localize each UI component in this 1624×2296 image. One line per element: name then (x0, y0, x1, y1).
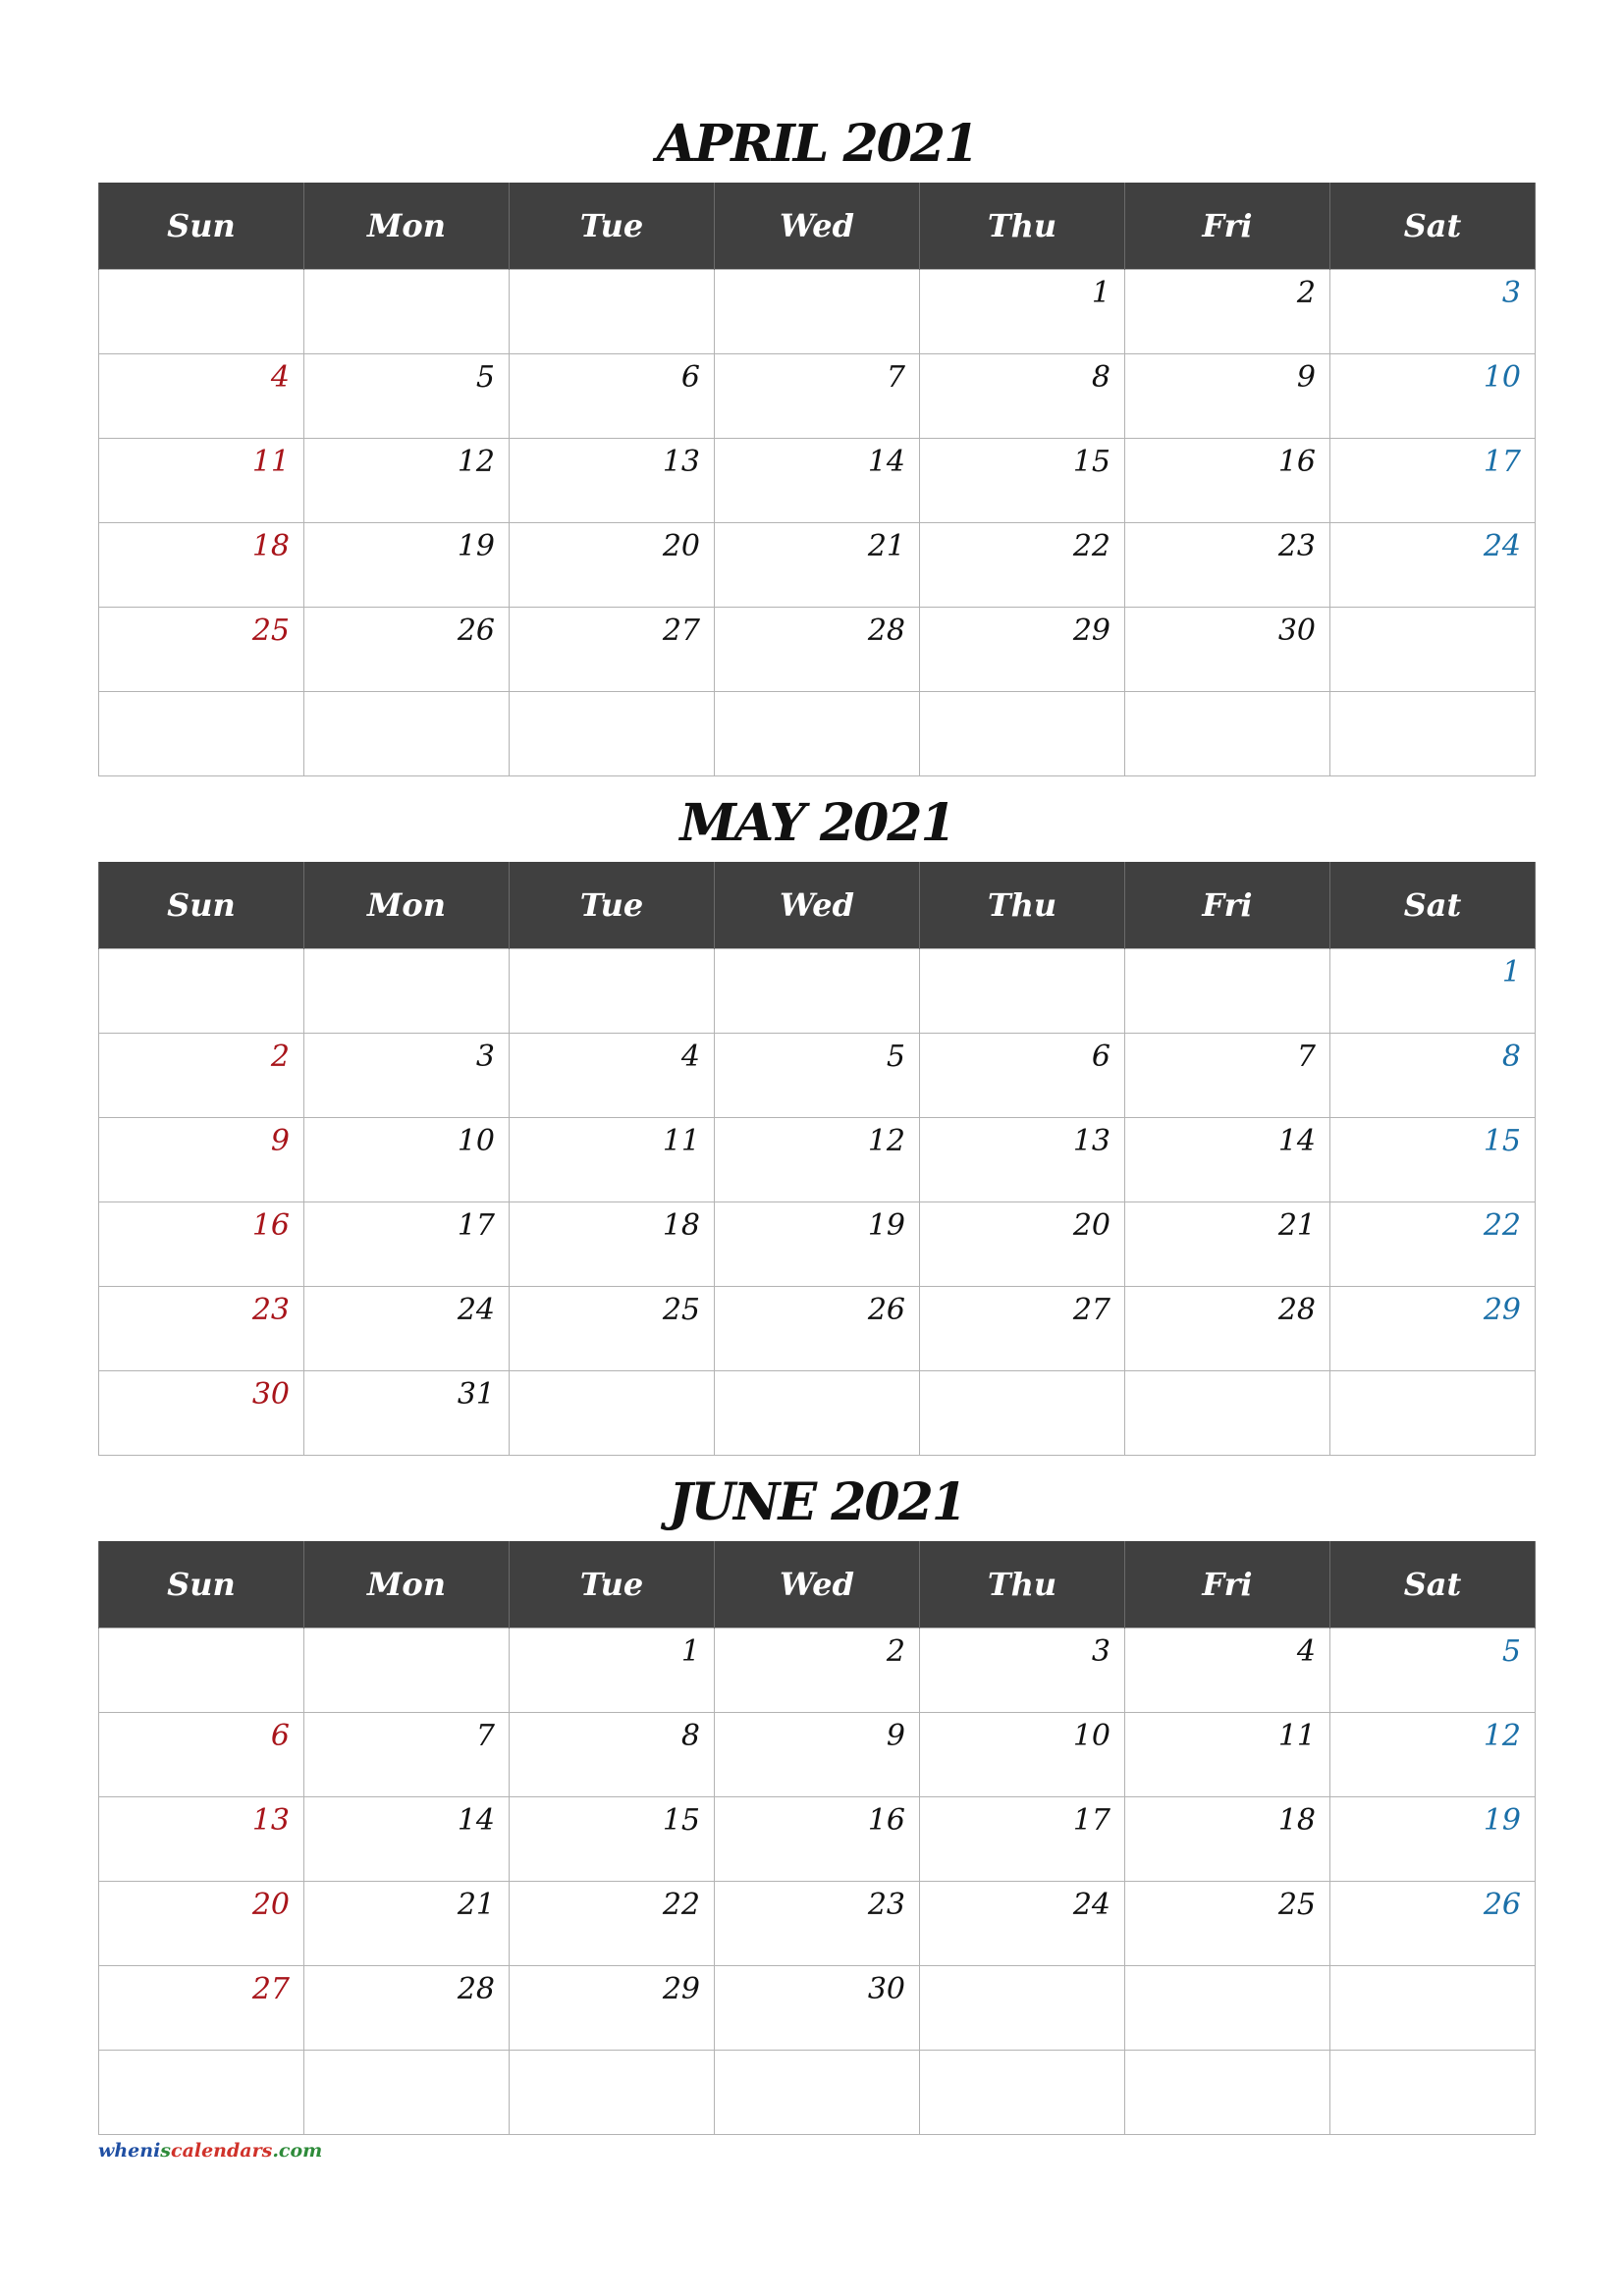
day-cell: 12 (715, 1118, 920, 1202)
day-cell: 24 (304, 1287, 510, 1371)
day-cell: 26 (1330, 1882, 1536, 1966)
day-cell: 2 (1125, 270, 1330, 354)
day-cell (1330, 1371, 1536, 1456)
day-cell (99, 1629, 304, 1713)
day-cell: 22 (1330, 1202, 1536, 1287)
day-cell: 10 (920, 1713, 1125, 1797)
day-cell: 11 (99, 439, 304, 523)
day-cell: 22 (920, 523, 1125, 608)
day-cell: 27 (99, 1966, 304, 2051)
week-row (99, 1713, 1536, 1797)
day-cell: 27 (920, 1287, 1125, 1371)
week-row (99, 1966, 1536, 2051)
day-cell: 1 (510, 1629, 715, 1713)
day-cell: 25 (510, 1287, 715, 1371)
day-cell: 2 (99, 1034, 304, 1118)
week-row (99, 1118, 1536, 1202)
day-cell: 9 (1125, 354, 1330, 439)
day-cell: 23 (1125, 523, 1330, 608)
day-cell: 29 (1330, 1287, 1536, 1371)
day-cell: 20 (510, 523, 715, 608)
weekday-header: Mon (304, 862, 510, 949)
calendar-grid (98, 1541, 1536, 2135)
weekday-header: Sun (99, 183, 304, 270)
day-cell (510, 949, 715, 1034)
day-cell: 14 (1125, 1118, 1330, 1202)
week-row (99, 949, 1536, 1034)
weekday-header: Thu (920, 1541, 1125, 1629)
day-cell: 13 (920, 1118, 1125, 1202)
day-cell: 30 (715, 1966, 920, 2051)
day-cell: 30 (1125, 608, 1330, 692)
day-cell: 6 (510, 354, 715, 439)
day-cell (920, 692, 1125, 776)
week-row (99, 523, 1536, 608)
day-cell (1125, 1371, 1330, 1456)
day-cell (715, 692, 920, 776)
week-row (99, 608, 1536, 692)
day-cell: 3 (304, 1034, 510, 1118)
weekday-header: Sun (99, 1541, 304, 1629)
day-cell: 5 (304, 354, 510, 439)
day-cell: 9 (715, 1713, 920, 1797)
day-cell: 19 (304, 523, 510, 608)
weekday-header: Thu (920, 862, 1125, 949)
day-cell: 10 (304, 1118, 510, 1202)
month-title: MAY 2021 (679, 793, 954, 853)
day-cell: 30 (99, 1371, 304, 1456)
calendar-grid (98, 183, 1536, 776)
day-cell: 24 (1330, 523, 1536, 608)
day-cell: 2 (715, 1629, 920, 1713)
day-cell (304, 692, 510, 776)
day-cell: 4 (510, 1034, 715, 1118)
day-cell: 15 (1330, 1118, 1536, 1202)
day-cell: 23 (99, 1287, 304, 1371)
day-cell: 18 (99, 523, 304, 608)
day-cell: 25 (1125, 1882, 1330, 1966)
weekday-header: Wed (715, 183, 920, 270)
day-cell (920, 1371, 1125, 1456)
day-cell (304, 1629, 510, 1713)
week-row (99, 1287, 1536, 1371)
day-cell: 14 (304, 1797, 510, 1882)
watermark-logo (98, 2140, 322, 2162)
day-cell (99, 949, 304, 1034)
week-row (99, 270, 1536, 354)
day-cell (715, 949, 920, 1034)
watermark-part: .com (272, 2140, 323, 2162)
day-cell: 16 (715, 1797, 920, 1882)
day-cell: 3 (1330, 270, 1536, 354)
day-cell: 5 (1330, 1629, 1536, 1713)
day-cell (1125, 692, 1330, 776)
day-cell (920, 1966, 1125, 2051)
day-cell (510, 2051, 715, 2135)
week-row (99, 354, 1536, 439)
week-row (99, 1034, 1536, 1118)
day-cell: 22 (510, 1882, 715, 1966)
day-cell: 21 (304, 1882, 510, 1966)
day-cell (1330, 1966, 1536, 2051)
day-cell: 28 (1125, 1287, 1330, 1371)
day-cell: 27 (510, 608, 715, 692)
month-title: APRIL 2021 (656, 114, 978, 174)
day-cell: 14 (715, 439, 920, 523)
day-cell: 1 (920, 270, 1125, 354)
day-cell (304, 270, 510, 354)
day-cell: 31 (304, 1371, 510, 1456)
day-cell: 18 (510, 1202, 715, 1287)
week-row (99, 1797, 1536, 1882)
day-cell: 3 (920, 1629, 1125, 1713)
day-cell (304, 949, 510, 1034)
day-cell: 9 (99, 1118, 304, 1202)
day-cell (99, 692, 304, 776)
day-cell (99, 270, 304, 354)
day-cell: 15 (920, 439, 1125, 523)
day-cell: 13 (99, 1797, 304, 1882)
day-cell: 20 (920, 1202, 1125, 1287)
day-cell: 7 (715, 354, 920, 439)
day-cell: 12 (304, 439, 510, 523)
watermark-part: wheni (98, 2140, 161, 2162)
day-cell (1330, 692, 1536, 776)
weekday-header: Fri (1125, 1541, 1330, 1629)
day-cell: 19 (715, 1202, 920, 1287)
month-june (98, 1465, 1536, 2135)
day-cell (1125, 2051, 1330, 2135)
day-cell: 4 (99, 354, 304, 439)
day-cell: 20 (99, 1882, 304, 1966)
day-cell (1330, 2051, 1536, 2135)
week-row (99, 1882, 1536, 1966)
weekday-header: Mon (304, 1541, 510, 1629)
weekday-header: Wed (715, 862, 920, 949)
weekday-header: Fri (1125, 862, 1330, 949)
weekday-header: Tue (510, 1541, 715, 1629)
day-cell: 6 (99, 1713, 304, 1797)
day-cell: 17 (304, 1202, 510, 1287)
week-row (99, 439, 1536, 523)
weekday-header: Tue (510, 183, 715, 270)
weekday-header: Sat (1330, 183, 1536, 270)
month-april (98, 106, 1536, 776)
day-cell: 29 (510, 1966, 715, 2051)
day-cell: 24 (920, 1882, 1125, 1966)
day-cell: 19 (1330, 1797, 1536, 1882)
week-row (99, 1202, 1536, 1287)
day-cell: 21 (1125, 1202, 1330, 1287)
week-row (99, 1371, 1536, 1456)
day-cell (510, 270, 715, 354)
week-row (99, 692, 1536, 776)
weekday-header: Tue (510, 862, 715, 949)
day-cell (920, 949, 1125, 1034)
day-cell: 10 (1330, 354, 1536, 439)
weekday-header: Sun (99, 862, 304, 949)
day-cell: 8 (510, 1713, 715, 1797)
day-cell: 8 (920, 354, 1125, 439)
month-may (98, 785, 1536, 1456)
week-row (99, 2051, 1536, 2135)
day-cell (920, 2051, 1125, 2135)
watermark-part: calendars (171, 2140, 273, 2162)
day-cell: 26 (715, 1287, 920, 1371)
day-cell (1330, 608, 1536, 692)
day-cell: 16 (99, 1202, 304, 1287)
weekday-header: Fri (1125, 183, 1330, 270)
day-cell (1125, 949, 1330, 1034)
day-cell: 28 (715, 608, 920, 692)
weekday-header: Wed (715, 1541, 920, 1629)
day-cell: 16 (1125, 439, 1330, 523)
day-cell: 18 (1125, 1797, 1330, 1882)
day-cell (304, 2051, 510, 2135)
day-cell (510, 692, 715, 776)
day-cell: 11 (510, 1118, 715, 1202)
day-cell (715, 270, 920, 354)
watermark-part: s (160, 2140, 171, 2162)
day-cell (99, 2051, 304, 2135)
day-cell: 4 (1125, 1629, 1330, 1713)
day-cell: 21 (715, 523, 920, 608)
day-cell: 6 (920, 1034, 1125, 1118)
day-cell (510, 1371, 715, 1456)
week-row (99, 1629, 1536, 1713)
day-cell: 17 (920, 1797, 1125, 1882)
day-cell (715, 1371, 920, 1456)
day-cell: 15 (510, 1797, 715, 1882)
weekday-header: Thu (920, 183, 1125, 270)
day-cell: 29 (920, 608, 1125, 692)
day-cell: 23 (715, 1882, 920, 1966)
weekday-header: Sat (1330, 1541, 1536, 1629)
day-cell: 5 (715, 1034, 920, 1118)
day-cell: 13 (510, 439, 715, 523)
day-cell: 1 (1330, 949, 1536, 1034)
day-cell: 17 (1330, 439, 1536, 523)
day-cell: 12 (1330, 1713, 1536, 1797)
day-cell: 11 (1125, 1713, 1330, 1797)
weekday-header: Mon (304, 183, 510, 270)
day-cell: 8 (1330, 1034, 1536, 1118)
day-cell: 25 (99, 608, 304, 692)
calendar-grid (98, 862, 1536, 1456)
day-cell (1125, 1966, 1330, 2051)
day-cell (715, 2051, 920, 2135)
weekday-header: Sat (1330, 862, 1536, 949)
day-cell: 7 (304, 1713, 510, 1797)
day-cell: 26 (304, 608, 510, 692)
day-cell: 7 (1125, 1034, 1330, 1118)
month-title: JUNE 2021 (669, 1472, 965, 1532)
day-cell: 28 (304, 1966, 510, 2051)
